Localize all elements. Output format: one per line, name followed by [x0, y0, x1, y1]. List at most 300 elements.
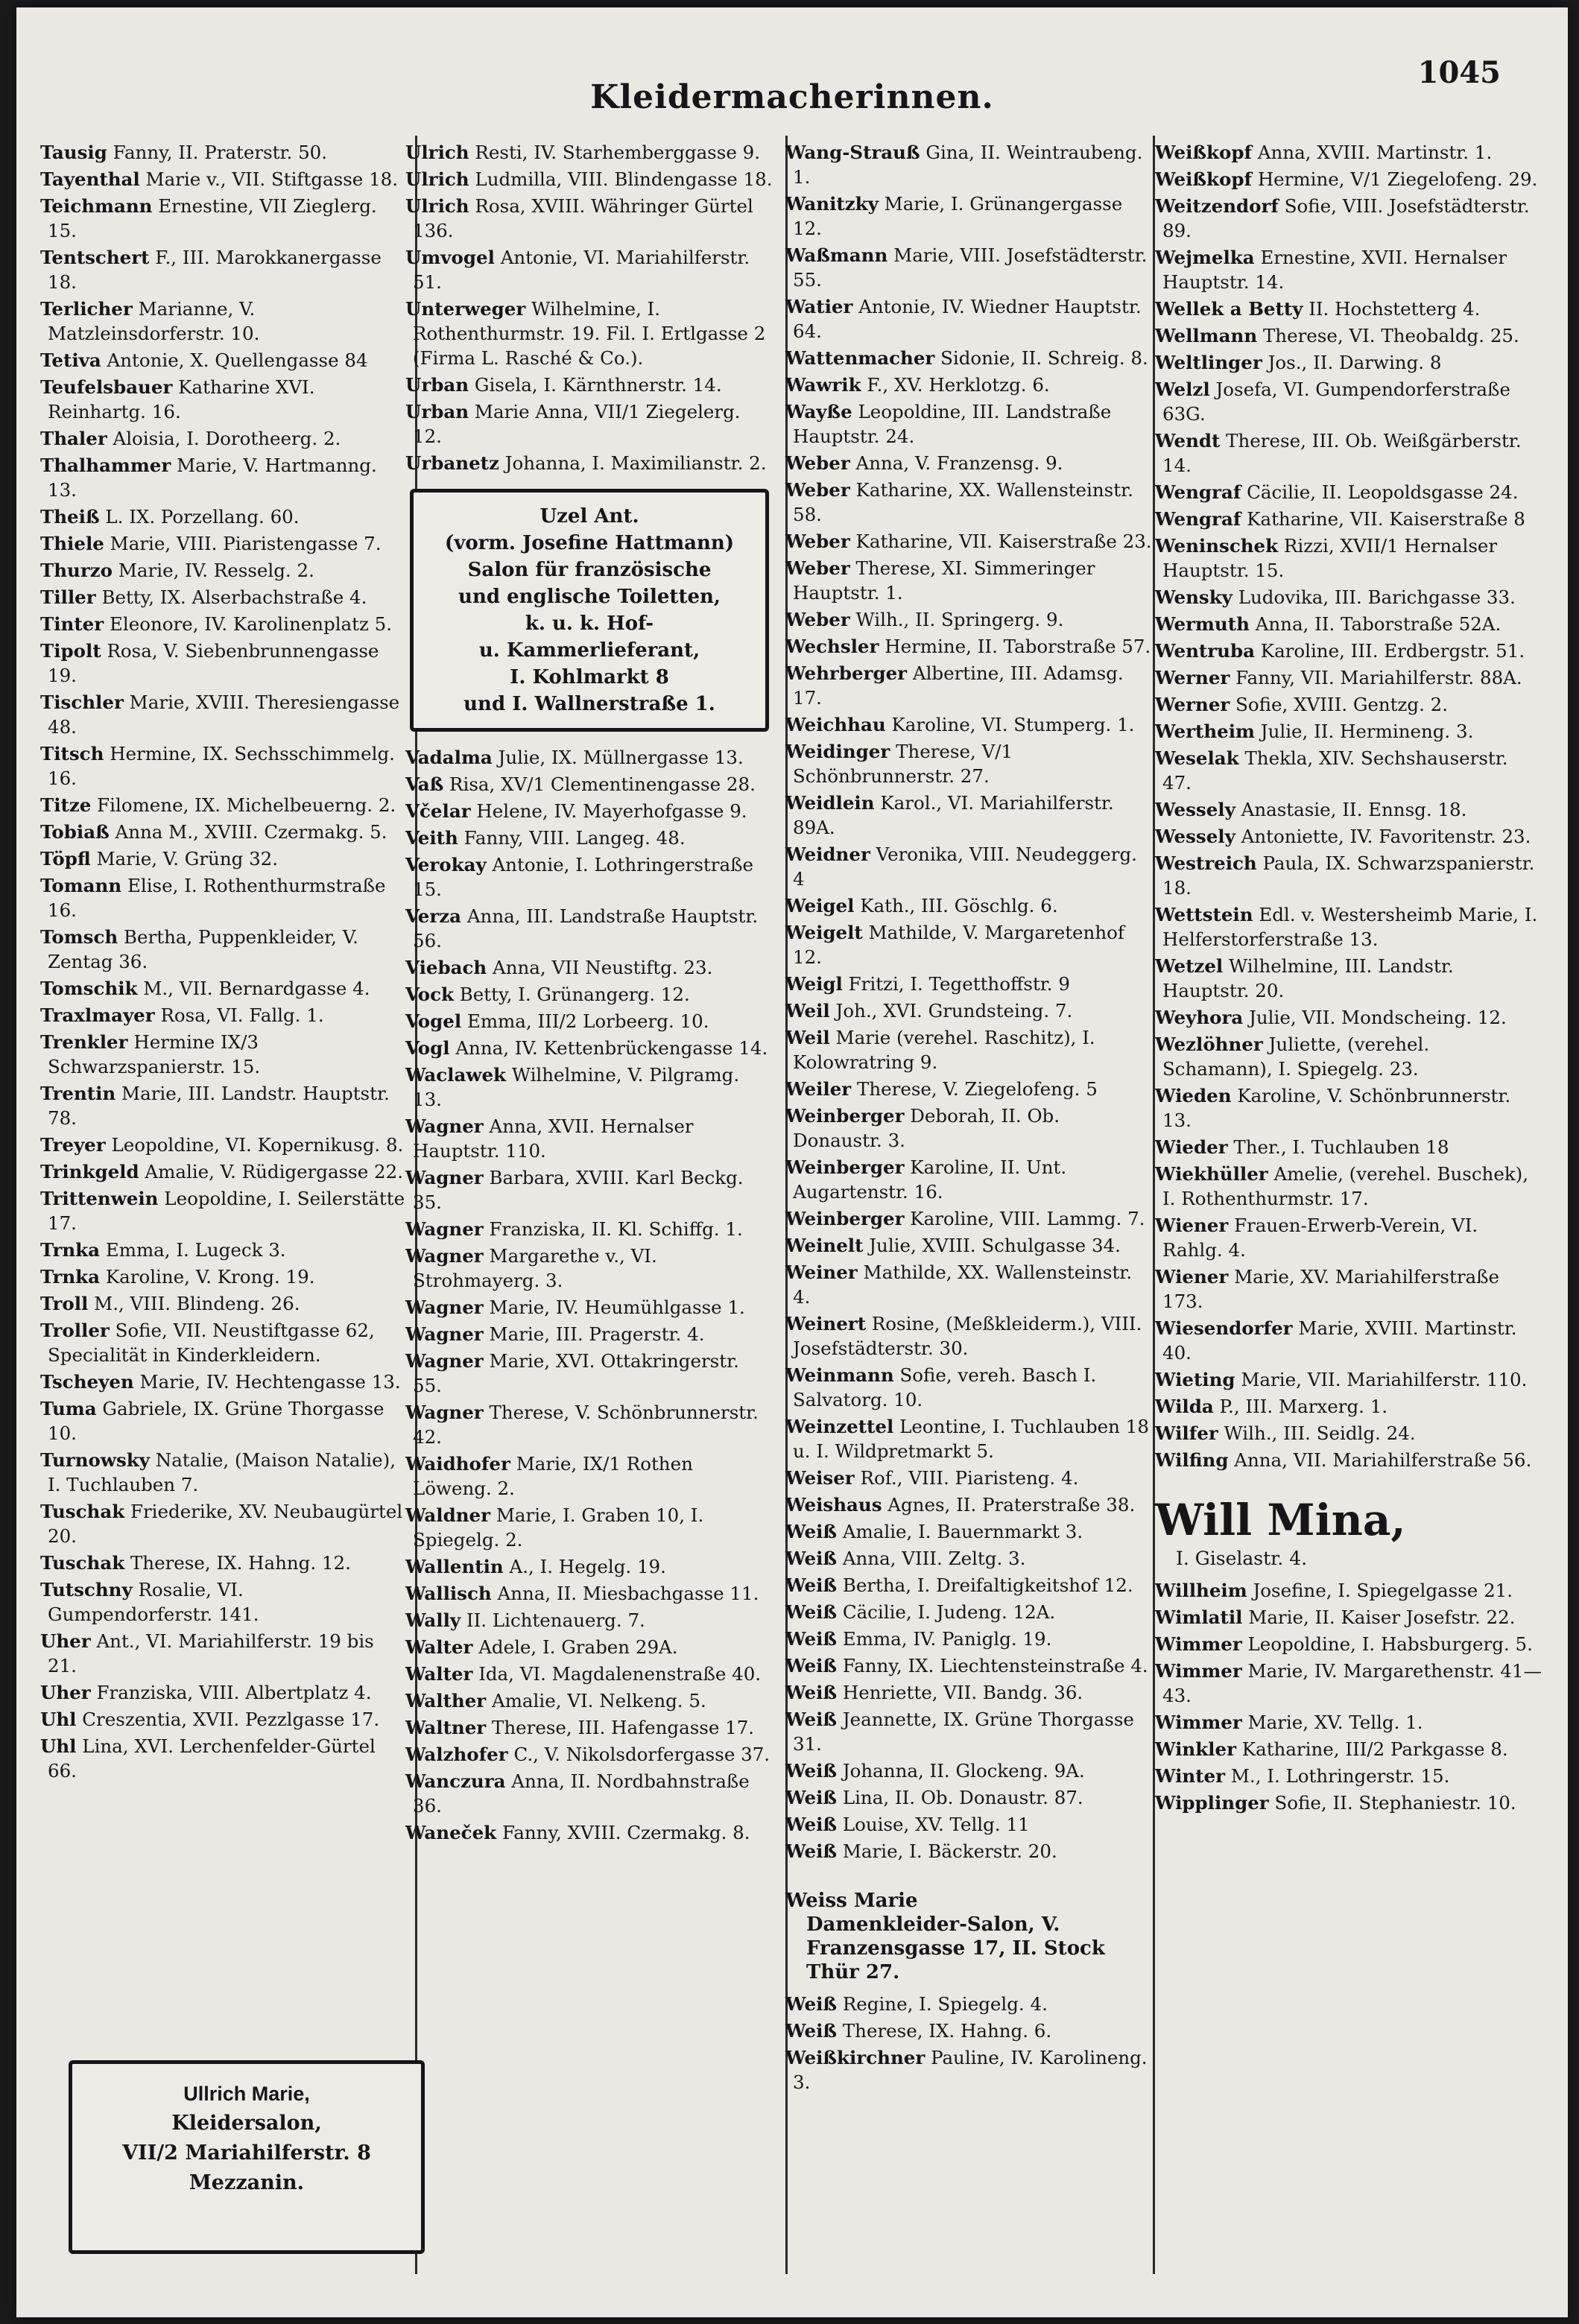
- entry-surname: Weil: [785, 1027, 830, 1048]
- entry-surname: Weiß: [785, 1814, 838, 1835]
- entry-surname: Walzhofer: [405, 1744, 508, 1765]
- entry-surname: Walter: [405, 1663, 473, 1685]
- entry-surname: Wagner: [405, 1245, 484, 1267]
- directory-entry: [40, 793, 408, 817]
- directory-entry: [1155, 1264, 1542, 1314]
- directory-entry: [405, 1295, 773, 1320]
- entry-details: Therese, V. Ziegelofeng. 5: [857, 1078, 1098, 1100]
- entry-details: Albertine, III. Adamsg. 17.: [793, 662, 1124, 709]
- entry-surname: Wensky: [1155, 586, 1232, 608]
- column-1: [40, 140, 408, 1785]
- ad-line: Kleidersalon,: [171, 2112, 322, 2135]
- directory-entry: [405, 1742, 773, 1767]
- entry-surname: Weiß: [785, 1760, 838, 1782]
- entry-details: Rosa, XVIII. Währinger Gürtel 136.: [413, 195, 753, 241]
- entry-details: Jos., II. Darwing. 8: [1268, 352, 1442, 373]
- directory-entry: [405, 373, 773, 397]
- directory-entry: [785, 399, 1154, 449]
- directory-entry: [785, 1653, 1154, 1678]
- entry-details: Anastasie, II. Ennsg. 18.: [1241, 799, 1467, 820]
- entry-details: Antonie, I. Lothringerstraße 15.: [413, 854, 753, 900]
- ad-title: Will Mina,: [1155, 1495, 1406, 1545]
- entry-surname: Werner: [1155, 667, 1230, 688]
- entry-details: Marie Anna, VII/1 Ziegelerg. 12.: [413, 401, 741, 447]
- entry-details: Elise, I. Rothenthurmstraße 16.: [48, 875, 386, 921]
- entry-surname: Theiß: [40, 506, 100, 528]
- directory-entry: [1155, 297, 1542, 321]
- directory-entry: [785, 1104, 1154, 1153]
- entry-details: Leopoldine, III. Landstraße Hauptstr. 24.: [793, 401, 1112, 447]
- entry-details: Risa, XV/1 Clementinengasse 28.: [449, 773, 756, 795]
- entry-details: Eleonore, IV. Karolinenplatz 5.: [109, 613, 393, 635]
- entry-surname: Ulrich: [405, 168, 469, 190]
- entry-surname: Tischler: [40, 691, 124, 713]
- directory-entry: [1155, 902, 1542, 952]
- directory-entry: [1155, 719, 1542, 744]
- entry-details: Karoline, V. Schönbrunnerstr. 13.: [1162, 1085, 1511, 1131]
- ad-line: u. Kammerlieferant,: [478, 639, 700, 662]
- directory-entry: [405, 826, 773, 850]
- entry-details: Ernestine, VII Zieglerg. 15.: [48, 195, 377, 241]
- directory-entry: [405, 194, 773, 243]
- directory-entry: [785, 451, 1154, 475]
- entry-details: Lina, XVI. Lerchenfelder-Gürtel 66.: [48, 1735, 376, 1782]
- entry-surname: Titsch: [40, 743, 104, 764]
- directory-entry: [1155, 1605, 1542, 1630]
- entry-details: Marie, IV. Hechtengasse 13.: [139, 1371, 401, 1393]
- entry-surname: Wezlöhner: [1155, 1033, 1263, 1055]
- entry-surname: Weiß: [785, 1521, 838, 1542]
- entry-surname: Wessely: [1155, 799, 1235, 820]
- entry-surname: Traxlmayer: [40, 1004, 155, 1026]
- entry-surname: Welzl: [1155, 379, 1210, 400]
- directory-entry: [40, 194, 408, 243]
- entry-details: Anna, XVII. Hernalser Hauptstr. 110.: [413, 1115, 694, 1162]
- directory-entry: [1155, 1659, 1542, 1708]
- directory-entry: [785, 1600, 1154, 1624]
- entry-surname: Trenkler: [40, 1031, 128, 1053]
- entry-details: M., I. Lothringerstr. 15.: [1230, 1765, 1450, 1787]
- entry-details: Leopoldine, I. Habsburgerg. 5.: [1247, 1633, 1533, 1655]
- directory-entry: [1155, 1162, 1542, 1211]
- directory-entry: [785, 791, 1154, 840]
- entry-surname: Wessely: [1155, 826, 1235, 847]
- entry-details: Marie, IV. Heumühlgasse 1.: [489, 1296, 745, 1318]
- directory-entry: [1155, 797, 1542, 822]
- entry-details: Veronika, VIII. Neudeggerg. 4: [793, 843, 1137, 890]
- directory-entry: [405, 297, 773, 370]
- entry-details: Sofie, VIII. Josefstädterstr. 89.: [1162, 195, 1530, 241]
- entry-surname: Weber: [785, 531, 850, 552]
- entry-surname: Viebach: [405, 957, 487, 978]
- entry-details: Julie, IX. Müllnergasse 13.: [498, 747, 744, 768]
- entry-surname: Tuschak: [40, 1501, 125, 1522]
- entry-surname: Winter: [1155, 1765, 1226, 1787]
- entry-details: M., VIII. Blindeng. 26.: [94, 1293, 300, 1314]
- entry-surname: Wagner: [405, 1402, 484, 1423]
- directory-entry: [405, 1114, 773, 1163]
- advertisement-uzel: [410, 489, 769, 732]
- entry-details: Kath., III. Göschlg. 6.: [860, 895, 1058, 916]
- entry-details: Marianne, V. Matzleinsdorferstr. 10.: [48, 298, 260, 344]
- entry-details: F., XV. Herklotzg. 6.: [867, 374, 1050, 396]
- entry-details: Franziska, VIII. Albertplatz 4.: [96, 1682, 372, 1703]
- directory-entry: [405, 451, 773, 475]
- entry-surname: Tentschert: [40, 247, 150, 268]
- entry-details: Emma, III/2 Lorbeerg. 10.: [466, 1010, 709, 1032]
- entry-details: Antonie, X. Quellengasse 84: [107, 349, 368, 371]
- entry-details: Margarethe v., VI. Strohmayerg. 3.: [413, 1245, 657, 1291]
- ad-line: VII/2 Mariahilferstr. 8: [122, 2141, 371, 2165]
- entry-surname: Walther: [405, 1690, 487, 1712]
- directory-entry: [405, 1063, 773, 1112]
- entry-details: Katharine, III/2 Parkgasse 8.: [1241, 1738, 1508, 1760]
- entry-details: Fanny, XVIII. Czermakg. 8.: [501, 1822, 750, 1843]
- entry-details: Lina, II. Ob. Donaustr. 87.: [842, 1787, 1083, 1808]
- directory-entry: [405, 1769, 773, 1818]
- directory-entry: [785, 1260, 1154, 1309]
- entry-surname: Wengraf: [1155, 508, 1241, 530]
- entry-details: Karoline, II. Unt. Augartenstr. 16.: [793, 1156, 1067, 1203]
- entry-surname: Weinert: [785, 1313, 867, 1334]
- directory-entry: [40, 1291, 408, 1316]
- directory-entry: [40, 873, 408, 922]
- ad-line: Mezzanin.: [189, 2171, 305, 2194]
- entry-surname: Tscheyen: [40, 1371, 134, 1393]
- entry-details: Therese, III. Hafengasse 17.: [492, 1717, 755, 1738]
- entry-surname: Weiner: [785, 1261, 858, 1283]
- directory-entry: [1155, 746, 1542, 795]
- directory-entry: [785, 1812, 1154, 1837]
- directory-entry: [40, 558, 408, 583]
- directory-entry: [1155, 954, 1542, 1003]
- directory-entry: [40, 585, 408, 610]
- entry-details: Therese, V/1 Schönbrunnerstr. 27.: [793, 741, 1013, 787]
- entry-surname: Tobiaß: [40, 821, 110, 843]
- entry-surname: Weitzendorf: [1155, 195, 1279, 217]
- entry-surname: Tausig: [40, 142, 107, 163]
- entry-details: Anna, VII. Mariahilferstraße 56.: [1234, 1449, 1532, 1471]
- entry-surname: Terlicher: [40, 298, 133, 320]
- entry-surname: Weigel: [785, 895, 855, 916]
- directory-entry: [785, 556, 1154, 605]
- ad-title: Weiss Marie: [785, 1890, 918, 1912]
- entry-details: Edl. v. Westersheimb Marie, I. Helferstorferstraße 13.: [1162, 904, 1538, 950]
- directory-entry: [405, 1244, 773, 1293]
- directory-entry: [40, 1030, 408, 1079]
- entry-surname: Tutschny: [40, 1579, 133, 1600]
- entry-surname: Weiß: [785, 1787, 838, 1808]
- entry-details: Rosa, VI. Fallg. 1.: [160, 1004, 324, 1026]
- directory-entry: [40, 925, 408, 974]
- entry-surname: Troller: [40, 1320, 110, 1341]
- entry-surname: Urban: [405, 374, 469, 396]
- advertisement-ullrich: [69, 2060, 425, 2254]
- entry-surname: Waidhofer: [405, 1453, 510, 1475]
- entry-surname: Wanitzky: [785, 193, 879, 215]
- directory-entry: [40, 140, 408, 165]
- entry-surname: Uhl: [40, 1735, 77, 1757]
- entry-details: II. Lichtenauerg. 7.: [466, 1609, 645, 1631]
- directory-entry: [785, 1992, 1154, 2016]
- directory-entry: [1155, 533, 1542, 583]
- column-4: [1155, 140, 1542, 1817]
- entry-details: Fanny, IX. Liechtensteinstraße 4.: [842, 1655, 1148, 1676]
- directory-entry: [1155, 428, 1542, 478]
- entry-details: Katharine, VII. Kaiserstraße 23.: [855, 531, 1152, 552]
- directory-entry: [1155, 1737, 1542, 1761]
- directory-entry: [405, 1820, 773, 1845]
- directory-entry: [785, 842, 1154, 891]
- entry-surname: Tayenthal: [40, 168, 140, 190]
- entry-details: II. Hochstetterg 4.: [1309, 298, 1481, 320]
- directory-entry: [785, 2045, 1154, 2095]
- entry-details: Anna, V. Franzensg. 9.: [855, 452, 1063, 474]
- directory-entry: [1155, 612, 1542, 636]
- directory-entry: [405, 167, 773, 191]
- directory-entry: [785, 478, 1154, 527]
- entry-surname: Walter: [405, 1636, 473, 1658]
- directory-entry: [1155, 1578, 1542, 1603]
- directory-entry: [1155, 140, 1542, 165]
- directory-entry: [1155, 824, 1542, 849]
- directory-entry: [1155, 1316, 1542, 1365]
- entry-details: Aloisia, I. Dorotheerg. 2.: [113, 428, 341, 449]
- directory-entry: [785, 1233, 1154, 1258]
- entry-details: Karoline, V. Krong. 19.: [105, 1266, 315, 1288]
- entry-details: Leopoldine, I. Seilerstätte 17.: [48, 1188, 405, 1234]
- entry-details: Therese, V. Schönbrunnerstr. 42.: [413, 1402, 759, 1448]
- directory-entry: [405, 1662, 773, 1686]
- entry-details: Katharine, VII. Kaiserstraße 8: [1247, 508, 1525, 530]
- page-title: Kleidermacherinnen.: [590, 78, 994, 116]
- entry-details: Wilh., II. Springerg. 9.: [855, 609, 1064, 630]
- directory-entry: [785, 1758, 1154, 1783]
- entry-details: Anna, II. Miesbachgasse 11.: [497, 1583, 759, 1604]
- directory-entry: [40, 297, 408, 346]
- entry-details: M., VII. Bernardgasse 4.: [143, 978, 370, 999]
- entry-surname: Weichhau: [785, 714, 886, 735]
- entry-details: Karoline, VIII. Lammg. 7.: [910, 1208, 1145, 1229]
- directory-entry: [40, 348, 408, 373]
- entry-details: Wilhelmine, V. Pilgramg. 13.: [413, 1064, 740, 1110]
- entry-surname: Werner: [1155, 694, 1230, 715]
- entry-surname: Uher: [40, 1682, 91, 1703]
- directory-entry: [40, 1680, 408, 1705]
- directory-entry: [785, 1707, 1154, 1756]
- entry-surname: Weiß: [785, 1840, 838, 1862]
- directory-entry: [40, 1081, 408, 1130]
- directory-entry: [40, 531, 408, 556]
- directory-entry: [1155, 1448, 1542, 1472]
- entry-details: Therese, VI. Theobaldg. 25.: [1262, 325, 1519, 346]
- entry-details: Gisela, I. Kärnthnerstr. 14.: [474, 374, 722, 396]
- entry-details: Emma, IV. Paniglg. 19.: [842, 1628, 1052, 1650]
- directory-entry: [40, 846, 408, 871]
- entry-details: Karoline, III. Erdbergstr. 51.: [1260, 640, 1525, 662]
- entry-list: [405, 745, 773, 1845]
- entry-details: F., III. Marokkanergasse 18.: [48, 247, 382, 293]
- directory-entry: [785, 661, 1154, 710]
- directory-entry: [40, 1734, 408, 1783]
- entry-surname: Wieder: [1155, 1136, 1228, 1158]
- directory-entry: [40, 504, 408, 529]
- entry-details: Hermine, IX. Sechsschimmelg. 16.: [48, 743, 395, 789]
- entry-details: Amalie, VI. Nelkeng. 5.: [492, 1690, 706, 1712]
- page-number: 1045: [1417, 55, 1501, 90]
- entry-surname: Wentruba: [1155, 640, 1255, 662]
- entry-surname: Weishaus: [785, 1494, 882, 1516]
- entry-surname: Tiller: [40, 586, 96, 608]
- entry-surname: Weiß: [785, 1574, 838, 1596]
- entry-surname: Wechsler: [785, 636, 879, 657]
- entry-details: Marie, IV. Resselg. 2.: [118, 560, 314, 581]
- entry-details: Marie, XV. Tellg. 1.: [1247, 1712, 1423, 1733]
- directory-entry: [1155, 665, 1542, 690]
- entry-surname: Tuschak: [40, 1552, 125, 1574]
- entry-surname: Trnka: [40, 1239, 101, 1261]
- entry-surname: Weigl: [785, 973, 843, 995]
- directory-entry: [405, 140, 773, 165]
- directory-entry: [405, 904, 773, 953]
- entry-surname: Thaler: [40, 428, 107, 449]
- entry-details: Fanny, VIII. Langeg. 48.: [463, 827, 686, 849]
- ad-title: Ullrich Marie,: [183, 2083, 310, 2105]
- directory-entry: [785, 294, 1154, 343]
- entry-surname: Weidlein: [785, 792, 875, 814]
- entry-details: Fanny, II. Praterstr. 50.: [113, 142, 328, 163]
- entry-details: Marie, XVIII. Theresiengasse 48.: [48, 691, 400, 738]
- entry-surname: Weil: [785, 1000, 830, 1022]
- directory-entry: [405, 745, 773, 770]
- entry-details: Mathilde, XX. Wallensteinstr. 4.: [793, 1261, 1133, 1308]
- entry-surname: Wiener: [1155, 1266, 1229, 1288]
- entry-surname: Ulrich: [405, 142, 469, 163]
- directory-entry: [785, 1311, 1154, 1361]
- entry-surname: Weinelt: [785, 1235, 864, 1256]
- entry-details: Marie, I. Bäckerstr. 20.: [842, 1840, 1057, 1862]
- directory-entry: [785, 712, 1154, 737]
- entry-surname: Wagner: [405, 1323, 484, 1345]
- entry-surname: Trittenwein: [40, 1188, 159, 1209]
- entry-details: Leontine, I. Tuchlauben 18 u. I. Wildpretmarkt 5.: [793, 1416, 1149, 1462]
- entry-details: Sofie, VII. Neustiftgasse 62, Specialität in Kinderkleidern.: [48, 1320, 375, 1366]
- entry-surname: Tomann: [40, 875, 122, 896]
- directory-entry: [405, 955, 773, 980]
- entry-surname: Weinzettel: [785, 1416, 894, 1437]
- directory-entry: [40, 1629, 408, 1678]
- directory-page: [16, 7, 1568, 2317]
- entry-surname: Willheim: [1155, 1580, 1247, 1601]
- advertisement-weiss: [785, 1878, 1154, 1992]
- entry-details: Rosine, (Meßkleiderm.), VIII. Josefstädterstr. 30.: [793, 1313, 1142, 1359]
- directory-entry: [785, 634, 1154, 659]
- directory-entry: [785, 373, 1154, 397]
- entry-details: Hermine, V/1 Ziegelofeng. 29.: [1257, 168, 1538, 190]
- entry-details: Marie, I. Grünangergasse 12.: [793, 193, 1123, 239]
- directory-entry: [1155, 1764, 1542, 1788]
- entry-details: Marie, XVI. Ottakringerstr. 55.: [413, 1350, 739, 1396]
- entry-surname: Veith: [405, 827, 458, 849]
- entry-surname: Thalhammer: [40, 455, 171, 476]
- directory-entry: [40, 1186, 408, 1235]
- ad-line: Salon für französische: [467, 559, 712, 581]
- directory-entry: [785, 529, 1154, 554]
- entry-details: Marie, VIII. Josefstädterstr. 55.: [793, 244, 1148, 291]
- entry-surname: Turnowsky: [40, 1449, 150, 1471]
- entry-details: Fritzi, I. Tegetthoffstr. 9: [848, 973, 1070, 995]
- directory-entry: [785, 1627, 1154, 1651]
- entry-details: Natalie, (Maison Natalie), I. Tuchlauben 7.: [48, 1449, 396, 1495]
- entry-surname: Wally: [405, 1609, 461, 1631]
- directory-entry: [405, 1503, 773, 1552]
- entry-details: Franziska, II. Kl. Schiffg. 1.: [489, 1218, 743, 1240]
- entry-surname: Weber: [785, 609, 850, 630]
- entry-details: Marie v., VII. Stiftgasse 18.: [145, 168, 399, 190]
- entry-surname: Wawrik: [785, 374, 861, 396]
- entry-details: Agnes, II. Praterstraße 38.: [887, 1494, 1136, 1516]
- entry-details: Amelie, (verehel. Buschek), I. Rothenthurmstr. 17.: [1162, 1163, 1529, 1209]
- directory-entry: [40, 1396, 408, 1446]
- directory-entry: [40, 1707, 408, 1732]
- directory-entry: [1155, 1632, 1542, 1656]
- entry-details: Amalie, V. Rüdigergasse 22.: [145, 1161, 403, 1182]
- directory-entry: [405, 1554, 773, 1579]
- entry-details: Gina, II. Weintraubeng. 1.: [793, 142, 1143, 188]
- directory-entry: [785, 1363, 1154, 1412]
- entry-surname: Wipplinger: [1155, 1792, 1269, 1814]
- entry-details: Filomene, IX. Michelbeuerng. 2.: [97, 794, 396, 816]
- entry-details: Frauen-Erwerb-Verein, VI. Rahlg. 4.: [1162, 1215, 1478, 1261]
- entry-details: A., I. Hegelg. 19.: [509, 1556, 666, 1577]
- entry-details: Julie, II. Hermineng. 3.: [1260, 721, 1474, 742]
- directory-entry: [785, 191, 1154, 241]
- ad-line: und I. Wallnerstraße 1.: [463, 693, 715, 715]
- directory-entry: [405, 1036, 773, 1060]
- entry-surname: Wilfing: [1155, 1449, 1229, 1471]
- entry-details: Therese, IX. Hahng. 6.: [842, 2020, 1052, 2042]
- entry-details: Jeannette, IX. Grüne Thorgasse 31.: [793, 1709, 1134, 1755]
- entry-details: Therese, III. Ob. Weißgärberstr. 14.: [1162, 430, 1522, 476]
- directory-entry: [785, 243, 1154, 292]
- directory-entry: [1155, 167, 1542, 191]
- entry-surname: Wang-Strauß: [785, 142, 920, 163]
- entry-surname: Wermuth: [1155, 613, 1250, 635]
- entry-surname: Wetzel: [1155, 955, 1224, 977]
- directory-entry: [40, 1318, 408, 1367]
- directory-entry: [40, 245, 408, 294]
- directory-entry: [1155, 639, 1542, 663]
- entry-details: Therese, XI. Simmeringer Hauptstr. 1.: [793, 557, 1095, 604]
- entry-surname: Thurzo: [40, 560, 113, 581]
- directory-entry: [1155, 1032, 1542, 1081]
- entry-details: Rosalie, VI. Gumpendorferstr. 141.: [48, 1579, 259, 1625]
- entry-details: Julie, VII. Mondscheing. 12.: [1249, 1007, 1507, 1028]
- directory-entry: [1155, 1005, 1542, 1030]
- entry-surname: Teichmann: [40, 195, 153, 217]
- entry-surname: Wimlatil: [1155, 1606, 1243, 1628]
- entry-details: Barbara, XVIII. Karl Beckg. 35.: [413, 1167, 744, 1213]
- entry-surname: Weiß: [785, 1709, 838, 1730]
- entry-surname: Waßmann: [785, 244, 888, 266]
- entry-list: [785, 1992, 1154, 2095]
- entry-surname: Westreich: [1155, 852, 1257, 874]
- entry-surname: Urbanetz: [405, 452, 499, 474]
- entry-details: Anna, II. Nordbahnstraße 36.: [413, 1770, 750, 1817]
- directory-entry: [405, 1165, 773, 1215]
- directory-entry: [405, 1581, 773, 1606]
- directory-entry: [40, 1264, 408, 1289]
